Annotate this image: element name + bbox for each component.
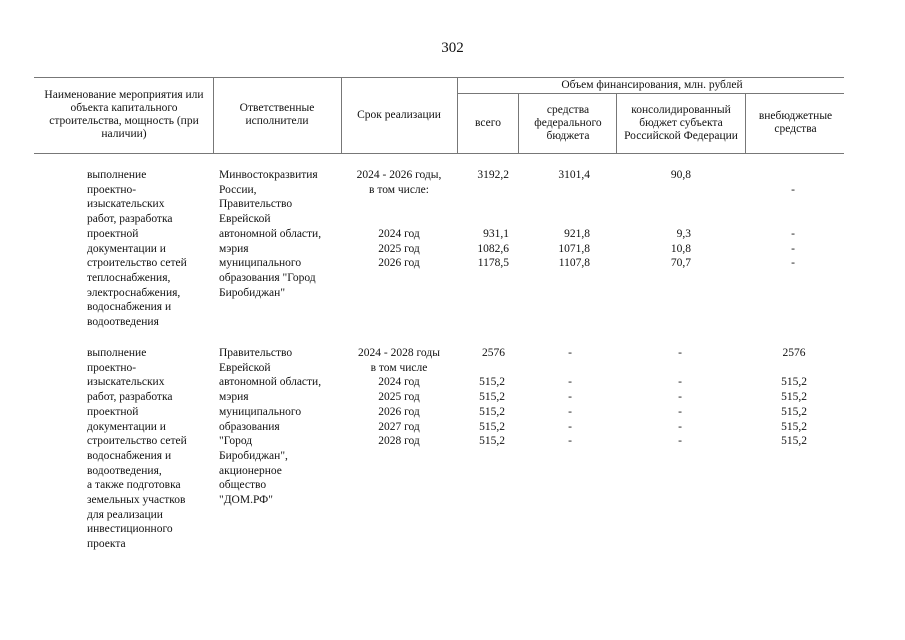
row1-federal-line: 1107,8 <box>558 257 590 270</box>
row2-extrabudget-line: 515,2 <box>781 435 807 448</box>
row2-responsible-line: образования <box>219 420 280 433</box>
row2-regional-line: - <box>678 376 682 389</box>
header-name: Наименование мероприятия или объекта капитального строительства, мощность (при наличии) <box>44 89 204 140</box>
row1-regional-line: 9,3 <box>676 227 691 240</box>
row1-total-line <box>460 212 509 227</box>
row1-total-line <box>460 197 509 212</box>
row2-regional-line: - <box>678 347 682 359</box>
row2-federal <box>560 346 580 449</box>
header-responsible: Ответственные исполнители <box>239 102 315 127</box>
row2-regional-line <box>670 361 690 376</box>
row1-responsible-line: России, <box>219 183 257 196</box>
row2-total-line: 515,2 <box>479 435 505 448</box>
row2-regional-line: - <box>678 435 682 448</box>
row2-federal-line: - <box>568 347 572 359</box>
row1-extrabudget-line: - <box>791 257 795 270</box>
row2-name-line: проекта <box>87 538 126 551</box>
row1-responsible-line: мэрия <box>219 242 249 255</box>
header-extrabudget: внебюджетные средства <box>758 110 833 135</box>
row1-regional-line <box>640 183 691 198</box>
row2-responsible-line: акционерное <box>219 464 282 477</box>
col-divider-5 <box>616 93 617 153</box>
row2-name-line: а также подготовка <box>87 479 181 492</box>
row2-extrabudget-line: 515,2 <box>781 405 807 418</box>
row1-name-line: проектной <box>87 227 139 240</box>
row2-extrabudget-line: 515,2 <box>781 376 807 389</box>
row2-period-line: 2024 - 2028 годы <box>358 347 440 359</box>
row1-federal-line <box>530 183 590 198</box>
row1-name-line: водоотведения <box>87 316 159 329</box>
row1-extrabudget-line <box>780 212 806 227</box>
row1-extrabudget-line: - <box>791 242 795 255</box>
row2-name-line: изыскательских <box>87 376 165 389</box>
row2-total-line: 515,2 <box>479 391 505 404</box>
row1-extrabudget-line <box>780 197 806 212</box>
row1-extrabudget-line <box>780 168 806 183</box>
row2-name-line: земельных участков <box>87 494 186 507</box>
row2-name-line: инвестиционного <box>87 523 173 536</box>
row1-responsible-line: Правительство <box>219 198 293 211</box>
row2-period-line: 2024 год <box>378 376 420 389</box>
row2-period-line: 2025 год <box>378 391 420 404</box>
header-total: всего <box>475 116 501 129</box>
row2-name-line: для реализации <box>87 508 163 521</box>
row1-regional-line: 10,8 <box>670 242 691 255</box>
row1-period-line <box>343 212 455 227</box>
row2-regional-line: - <box>678 391 682 404</box>
row2-federal-line: - <box>568 435 572 448</box>
row2-responsible-line: Биробиджан", <box>219 449 288 462</box>
row2-federal-line: - <box>568 391 572 404</box>
row2-total-line: 515,2 <box>479 420 505 433</box>
row2-extrabudget-line: 2576 <box>782 347 806 359</box>
row1-name-line: электроснабжения, <box>87 286 181 299</box>
row1-regional-line <box>640 197 691 212</box>
row2-federal-line: - <box>568 376 572 389</box>
row2-total-line: 2576 <box>482 347 505 359</box>
row1-name-line: водоснабжения и <box>87 301 172 314</box>
row1-total-line: 1082,6 <box>477 242 509 255</box>
row1-extrabudget <box>780 168 806 271</box>
row1-period-line: 2024 год <box>378 227 420 240</box>
row1-name-line: работ, разработка <box>87 213 173 226</box>
row1-period-line: в том числе: <box>369 183 429 196</box>
row2-total-line <box>460 361 505 376</box>
row1-total <box>460 168 509 271</box>
row2-extrabudget <box>774 346 814 449</box>
row2-period-line: 2028 год <box>378 435 420 448</box>
header-funding-group: Объем финансирования, млн. рублей <box>561 79 743 91</box>
row1-total-line <box>460 183 509 198</box>
row2-name-line: выполнение <box>87 347 147 359</box>
row2-extrabudget-line: 515,2 <box>781 420 807 433</box>
row1-federal-line: 921,8 <box>564 227 590 240</box>
row2-responsible-line: Еврейской <box>219 361 271 374</box>
row1-name-line: документации и <box>87 242 166 255</box>
row1-name-line: проектно- <box>87 183 137 196</box>
row1-responsible <box>219 168 321 300</box>
row1-responsible-line: Еврейской <box>219 213 271 226</box>
row1-federal-line: 1071,8 <box>558 242 590 255</box>
row1-period-line: 2025 год <box>378 242 420 255</box>
row1-extrabudget-line: - <box>791 227 795 240</box>
row2-responsible-line: мэрия <box>219 391 249 404</box>
row1-federal-line <box>530 212 590 227</box>
row2-name-line: проектно- <box>87 361 137 374</box>
row2-total-line: 515,2 <box>479 405 505 418</box>
row2-regional-line: - <box>678 405 682 418</box>
row2-period <box>343 346 455 449</box>
row1-name <box>87 168 187 330</box>
row1-federal <box>530 168 590 271</box>
row2-responsible-line: автономной области, <box>219 376 322 389</box>
row1-regional-line: 70,7 <box>670 257 691 270</box>
row2-name-line: документации и <box>87 420 166 433</box>
row2-total-line: 515,2 <box>479 376 505 389</box>
row1-federal-line <box>530 197 590 212</box>
row1-name-line: выполнение <box>87 169 147 181</box>
row2-name-line: работ, разработка <box>87 391 173 404</box>
row2-name-line: проектной <box>87 405 139 418</box>
row2-responsible-line: "Город <box>219 435 253 448</box>
row2-period-line: 2027 год <box>378 420 420 433</box>
header-federal: средства федерального бюджета <box>534 103 602 142</box>
row2-federal-line <box>560 361 580 376</box>
row2-name-line: водоотведения, <box>87 464 162 477</box>
row2-responsible-line: общество <box>219 479 267 492</box>
row2-period-line: 2026 год <box>378 405 420 418</box>
row1-responsible-line: образования "Город <box>219 271 316 284</box>
header-regional: консолидированный бюджет субъекта Российской Федерации <box>624 103 738 142</box>
col-divider-4 <box>518 93 519 153</box>
row1-period-line: 2024 - 2026 годы, <box>356 169 442 181</box>
row2-responsible-line: "ДОМ.РФ" <box>219 494 273 507</box>
row1-extrabudget-line: - <box>791 183 795 196</box>
row2-total <box>460 346 505 449</box>
row1-regional-line: 90,8 <box>670 169 691 181</box>
row2-extrabudget-line: 515,2 <box>781 391 807 404</box>
header-bottom-rule <box>34 153 844 154</box>
row1-name-line: строительство сетей <box>87 257 187 270</box>
row1-responsible-line: Минвостокразвития <box>219 169 318 181</box>
col-divider-3 <box>457 77 458 153</box>
row1-responsible-line: муниципального <box>219 257 302 270</box>
row1-regional-line <box>640 212 691 227</box>
row1-regional <box>640 168 691 271</box>
row1-responsible-line: автономной области, <box>219 227 322 240</box>
row2-period-line: в том числе <box>370 361 428 374</box>
row2-name-line: строительство сетей <box>87 435 187 448</box>
row1-period-line <box>343 197 455 212</box>
col-divider-2 <box>341 77 342 153</box>
row2-federal-line: - <box>568 405 572 418</box>
row2-regional-line: - <box>678 420 682 433</box>
col-divider-1 <box>213 77 214 153</box>
row2-federal-line: - <box>568 420 572 433</box>
row2-responsible-line: Правительство <box>219 347 293 359</box>
row1-period <box>343 168 455 271</box>
funding-group-rule <box>457 93 844 94</box>
row1-responsible-line: Биробиджан" <box>219 286 286 299</box>
row2-name <box>87 346 187 552</box>
row1-period-line: 2026 год <box>378 257 420 270</box>
row1-total-line: 1178,5 <box>477 257 509 270</box>
row2-responsible <box>219 346 321 508</box>
header-period: Срок реализации <box>357 108 441 121</box>
row1-federal-line: 3101,4 <box>558 169 590 181</box>
row2-name-line: водоснабжения и <box>87 449 172 462</box>
row2-extrabudget-line <box>774 361 814 376</box>
row1-total-line: 3192,2 <box>477 169 509 181</box>
page-number: 302 <box>441 40 464 56</box>
row1-total-line: 931,1 <box>483 227 509 240</box>
row2-responsible-line: муниципального <box>219 405 302 418</box>
row1-name-line: изыскательских <box>87 198 165 211</box>
row2-regional <box>670 346 690 449</box>
row1-name-line: теплоснабжения, <box>87 271 171 284</box>
col-divider-6 <box>745 93 746 153</box>
